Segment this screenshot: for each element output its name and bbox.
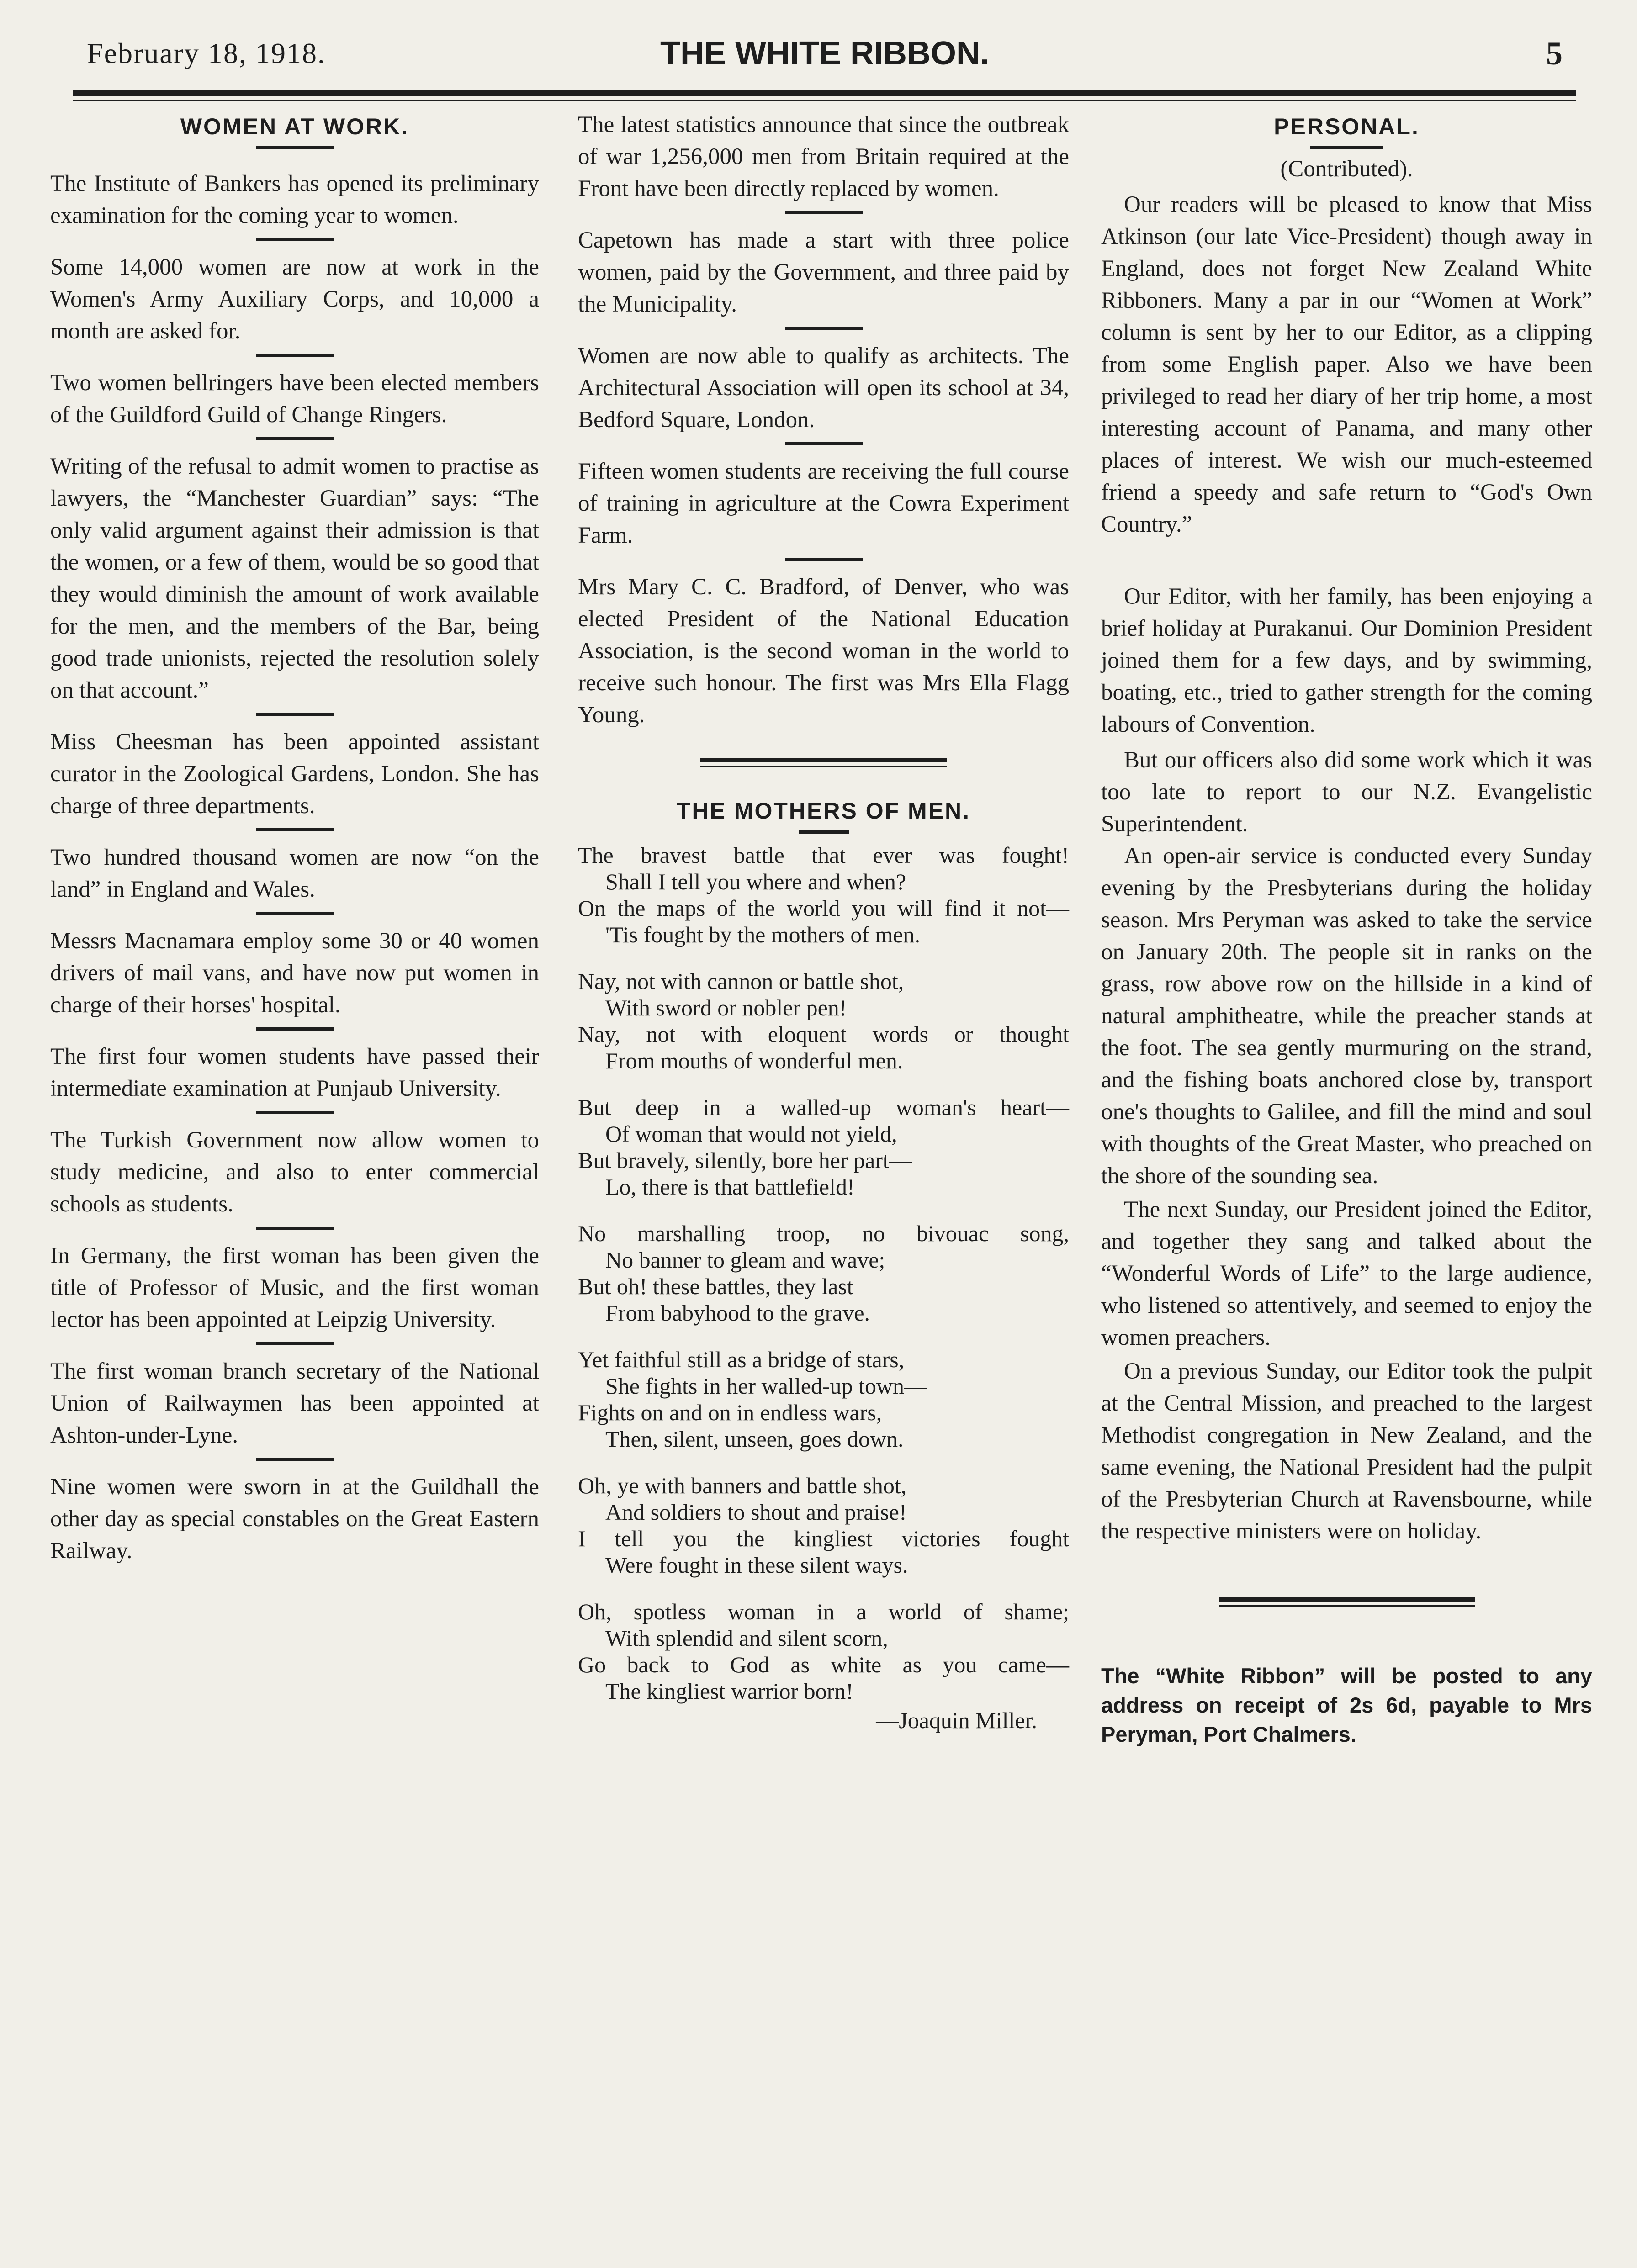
separator [785, 211, 863, 214]
news-item: Two women bellringers have been elected members of the Guildford Guild of Change Ringers. [50, 370, 539, 428]
personal-paragraph: An open-air service is conducted every Sunday evening by the Presbyterians during the holiday season. Mrs Peryman was asked to take the service on January 20th. The people sit in ranks on the grass, row above row on the hillside in a kind of natural amphitheatre, while the preacher stands at the foot. The sea gently murmuring on the strand, and the fishing boats anchored close by, transport one's thoughts to Galilee, and fill the mind and soul with thoughts of the Great Master, who preached on the shore of the sounding sea. [1101, 843, 1592, 1189]
separator [799, 830, 849, 834]
personal-heading: PERSONAL. [1274, 114, 1420, 139]
subscription-notice: The “White Ribbon” will be posted to any address on receipt of 2s 6d, payable to Mrs Peryman, Port Chalmers. [1101, 1664, 1592, 1746]
poem-line: From mouths of wonderful men. [605, 1048, 903, 1073]
poem-line: But bravely, silently, bore her part— [578, 1147, 912, 1173]
separator [256, 912, 334, 915]
poem-line: With splendid and silent scorn, [605, 1625, 888, 1651]
separator [256, 146, 334, 149]
separator [785, 442, 863, 445]
poem-line: The kingliest warrior born! [605, 1678, 853, 1704]
poem-stanza [578, 842, 1069, 948]
separator [256, 1027, 334, 1031]
poem-mothers-of-men [578, 842, 1069, 1734]
poem-line: Of woman that would not yield, [605, 1121, 897, 1147]
personal-paragraph: Our Editor, with her family, has been enjoying a brief holiday at Purakanui. Our Dominion President joined them for a few days, and by swimming, boating, etc., tried to gather strength for the coming labours of Convention. [1101, 584, 1592, 737]
poem-line: From babyhood to the grave. [605, 1300, 870, 1326]
separator [256, 1342, 334, 1345]
section-rule [700, 758, 947, 762]
header-rule-thin [73, 100, 1576, 101]
poem-line: On the maps of the world you will find it not— [578, 895, 1069, 921]
poem-line: I tell you the kingliest victories fought [578, 1526, 1069, 1551]
separator [256, 713, 334, 716]
news-item: The Turkish Government now allow women to study medicine, and also to enter commercial schools as students. [50, 1127, 539, 1217]
page-header [73, 32, 1576, 78]
poem-line: And soldiers to shout and praise! [605, 1499, 907, 1525]
mothers-of-men-heading: THE MOTHERS OF MEN. [676, 798, 971, 824]
poem-line: Were fought in these silent ways. [605, 1552, 908, 1578]
news-item: Miss Cheesman has been appointed assistant curator in the Zoological Gardens, London. She has charge of three departments. [50, 729, 539, 819]
news-item: Fifteen women students are receiving the full course of training in agriculture at the Cowra Experiment Farm. [578, 459, 1069, 548]
poem-line: She fights in her walled-up town— [605, 1373, 927, 1399]
poem-line: But deep in a walled-up woman's heart— [578, 1094, 1069, 1120]
poem-line: With sword or nobler pen! [605, 995, 847, 1020]
column-right [1101, 105, 1592, 1749]
news-item: The Institute of Bankers has opened its preliminary examination for the coming year to women. [50, 171, 539, 228]
separator [256, 238, 334, 241]
poem-line: Go back to God as white as you came— [578, 1652, 1069, 1677]
poem-stanza [578, 1220, 1069, 1326]
poem-line: Oh, spotless woman in a world of shame; [578, 1599, 1069, 1624]
separator [256, 437, 334, 440]
poem-line: The bravest battle that ever was fought! [578, 842, 1069, 868]
personal-paragraph: On a previous Sunday, our Editor took the pulpit at the Central Mission, and preached to the largest Methodist congregation in New Zealand, and the same evening, the National President had the pulpit of the Presbyterian Church at Ravensbourne, while the respective ministers were on holiday. [1101, 1359, 1592, 1544]
section-rule [1219, 1597, 1475, 1602]
separator [256, 354, 334, 357]
poem-line: Lo, there is that battlefield! [605, 1174, 855, 1200]
poem-line: But oh! these battles, they last [578, 1274, 853, 1299]
separator [256, 1458, 334, 1461]
news-item: The latest statistics announce that since the outbreak of war 1,256,000 men from Britain required at the Front have been directly replaced by women. [578, 112, 1069, 201]
news-item: Messrs Macnamara employ some 30 or 40 women drivers of mail vans, and have now put women in charge of their horses' hospital. [50, 928, 539, 1018]
page-number: 5 [1546, 35, 1563, 72]
news-item: Women are now able to qualify as architects. The Architectural Association will open its school at 34, Bedford Square, London. [578, 343, 1069, 433]
poem-stanza [578, 968, 1069, 1074]
personal-paragraph: But our officers also did some work which it was too late to report to our N.Z. Evangelistic Superintendent. [1101, 747, 1592, 837]
issue-date: February 18, 1918. [87, 37, 326, 69]
news-item: Nine women were sworn in at the Guildhall the other day as special constables on the Great Eastern Railway. [50, 1474, 539, 1564]
poem-line: Yet faithful still as a bridge of stars, [578, 1347, 905, 1372]
poem-line: No banner to gleam and wave; [605, 1247, 885, 1273]
header-rule [73, 90, 1576, 96]
separator [1310, 146, 1383, 149]
personal-paragraph: Our readers will be pleased to know that Miss Atkinson (our late Vice-President) though away in England, does not forget New Zealand White Ribboners. Many a par in our “Women at Work” column is sent by her to our Editor, as a clipping from some English paper. Also we have been privileged to read her diary of her trip home, a most interesting account of Panama, and many other places of interest. We wish our much-esteemed friend a speedy and safe return to “God's Own Country.” [1101, 192, 1592, 537]
separator [785, 558, 863, 561]
contributed-note: (Contributed). [1280, 156, 1413, 182]
poem-stanza [578, 1346, 1069, 1452]
poem-line: No marshalling troop, no bivouac song, [578, 1221, 1069, 1246]
separator [256, 1227, 334, 1230]
poem-line: 'Tis fought by the mothers of men. [605, 922, 921, 947]
news-item: Capetown has made a start with three police women, paid by the Government, and three paid by the Municipality. [578, 227, 1069, 317]
poem-line: Fights on and on in endless wars, [578, 1400, 882, 1425]
women-at-work-heading: WOMEN AT WORK. [180, 114, 409, 139]
poem-line: Nay, not with eloquent words or thought [578, 1021, 1069, 1047]
poem-author: —Joaquin Miller. [876, 1708, 1037, 1733]
poem-line: Shall I tell you where and when? [605, 869, 906, 894]
poem-line: Nay, not with cannon or battle shot, [578, 968, 904, 994]
separator [785, 327, 863, 330]
news-item: Some 14,000 women are now at work in the Women's Army Auxiliary Corps, and 10,000 a month are asked for. [50, 254, 539, 344]
news-item: In Germany, the first woman has been given the title of Professor of Music, and the first woman lector has been appointed at Leipzig University. [50, 1243, 539, 1332]
personal-paragraph: The next Sunday, our President joined the Editor, and together they sang and talked about the “Wonderful Words of Life” to the large audience, who listened so attentively, and seemed to enjoy the women preachers. [1101, 1197, 1592, 1350]
news-item: The first four women students have passed their intermediate examination at Punjaub University. [50, 1044, 539, 1101]
news-item: The first woman branch secretary of the National Union of Railwaymen has been appointed at Ashton-under-Lyne. [50, 1359, 539, 1448]
separator [256, 1111, 334, 1114]
news-item: Mrs Mary C. C. Bradford, of Denver, who was elected President of the National Education Association, is the second woman in the world to receive such honour. The first was Mrs Ella Flagg Young. [578, 574, 1069, 728]
poem-line: Oh, ye with banners and battle shot, [578, 1473, 907, 1498]
column-middle [578, 105, 1069, 1734]
separator [256, 828, 334, 831]
poem-stanza [578, 1598, 1069, 1704]
poem-stanza [578, 1094, 1069, 1200]
news-item: Writing of the refusal to admit women to practise as lawyers, the “Manchester Guardian” says: “The only valid argument against their admission is that the women, or a few of them, would be so good that they would diminish the amount of work available for the men, and the members of the Bar, being good trade unionists, rejected the resolution solely on that account.” [50, 454, 539, 703]
newspaper-title: THE WHITE RIBBON. [660, 35, 989, 72]
poem-line: Then, silent, unseen, goes down. [605, 1426, 904, 1452]
poem-stanza [578, 1472, 1069, 1578]
news-item: Two hundred thousand women are now “on the land” in England and Wales. [50, 845, 539, 902]
column-left [50, 105, 539, 1567]
